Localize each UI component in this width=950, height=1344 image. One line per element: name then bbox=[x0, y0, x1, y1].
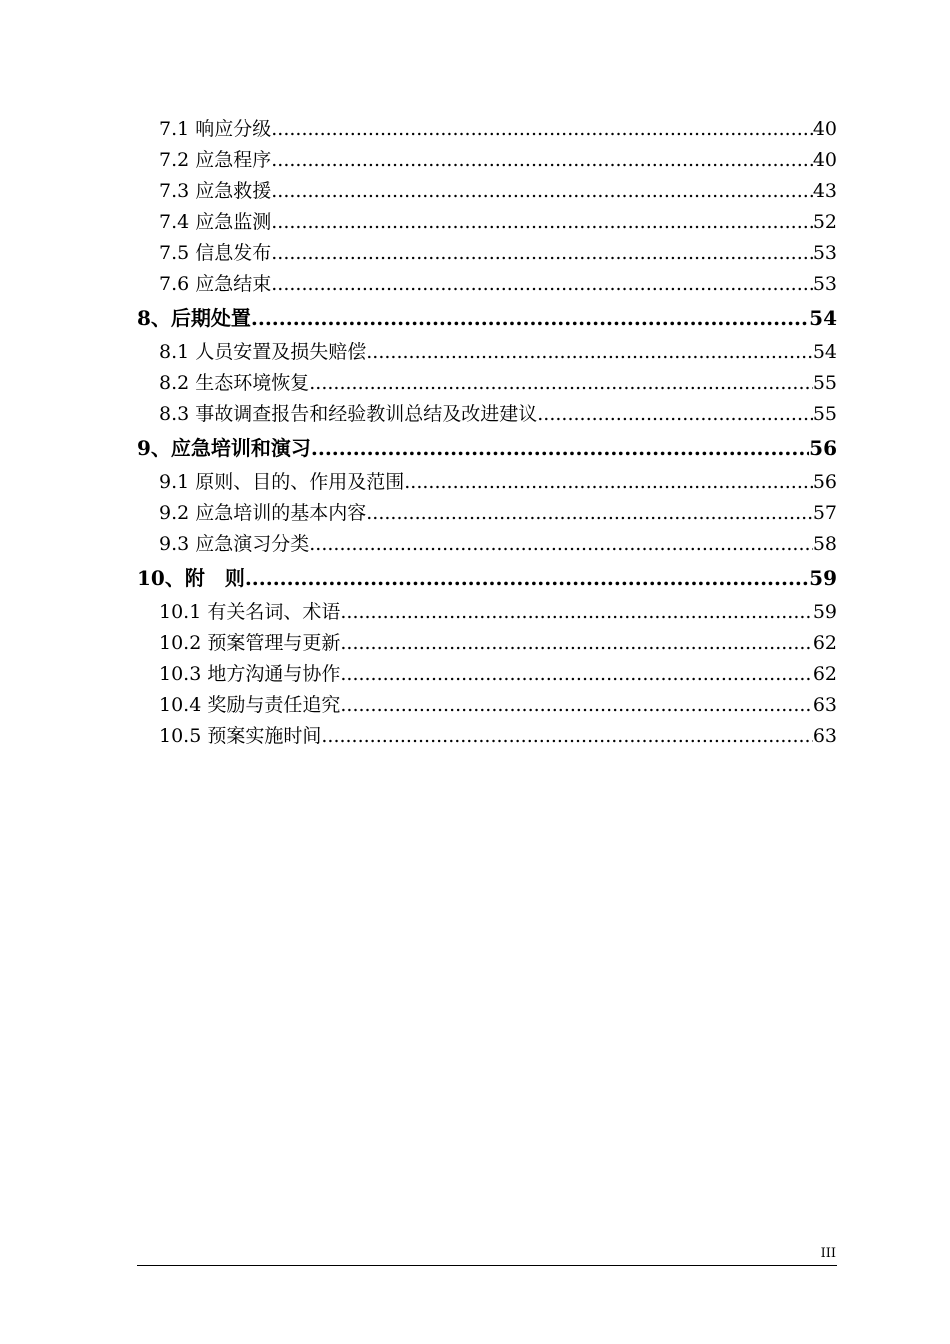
toc-dot-leader bbox=[309, 368, 813, 399]
toc-entry-page: 63 bbox=[812, 694, 837, 716]
toc-entry-10-5[interactable] bbox=[137, 721, 837, 752]
toc-entry-title: 7.5 信息发布 bbox=[159, 242, 272, 264]
toc-entry-title: 9.3 应急演习分类 bbox=[159, 533, 310, 555]
toc-entry-page: 40 bbox=[812, 149, 837, 171]
table-of-contents bbox=[137, 114, 837, 752]
toc-entry-8-1[interactable] bbox=[137, 337, 837, 368]
toc-entry-title: 10.2 预案管理与更新 bbox=[159, 632, 341, 654]
toc-dot-leader bbox=[271, 176, 813, 207]
toc-entry-7-3[interactable] bbox=[137, 176, 837, 207]
toc-entry-title: 7.6 应急结束 bbox=[159, 273, 272, 295]
toc-dot-leader bbox=[321, 721, 812, 752]
toc-entry-page: 56 bbox=[812, 471, 837, 493]
toc-entry-title: 7.3 应急救援 bbox=[159, 180, 272, 202]
toc-dot-leader bbox=[271, 269, 813, 300]
toc-entry-7-4[interactable] bbox=[137, 207, 837, 238]
toc-entry-page: 43 bbox=[812, 180, 837, 202]
toc-chapter-10[interactable] bbox=[137, 560, 837, 597]
toc-entry-title: 7.1 响应分级 bbox=[159, 118, 272, 140]
toc-entry-page: 52 bbox=[812, 211, 837, 233]
toc-entry-10-3[interactable] bbox=[137, 659, 837, 690]
toc-dot-leader bbox=[340, 690, 812, 721]
toc-entry-9-2[interactable] bbox=[137, 498, 837, 529]
toc-chapter-page: 59 bbox=[809, 566, 837, 590]
toc-entry-page: 54 bbox=[812, 341, 837, 363]
toc-entry-title: 7.4 应急监测 bbox=[159, 211, 272, 233]
toc-entry-title: 10.5 预案实施时间 bbox=[159, 725, 322, 747]
toc-entry-title: 9.1 原则、目的、作用及范围 bbox=[159, 471, 405, 493]
toc-entry-title: 8.3 事故调查报告和经验教训总结及改进建议 bbox=[159, 403, 538, 425]
toc-entry-page: 55 bbox=[812, 372, 837, 394]
toc-chapter-9[interactable] bbox=[137, 430, 837, 467]
toc-chapter-8[interactable] bbox=[137, 300, 837, 337]
toc-chapter-title: 10、附 则 bbox=[137, 566, 245, 590]
toc-entry-page: 55 bbox=[812, 403, 837, 425]
toc-entry-page: 53 bbox=[812, 273, 837, 295]
toc-dot-leader bbox=[366, 337, 813, 368]
toc-dot-leader bbox=[271, 238, 813, 269]
toc-dot-leader bbox=[271, 207, 813, 238]
toc-dot-leader bbox=[311, 430, 809, 467]
footer-divider bbox=[137, 1265, 837, 1266]
toc-dot-leader bbox=[537, 399, 813, 430]
toc-entry-7-1[interactable] bbox=[137, 114, 837, 145]
toc-chapter-title: 8、后期处置 bbox=[137, 306, 251, 330]
toc-entry-title: 10.1 有关名词、术语 bbox=[159, 601, 341, 623]
toc-entry-7-6[interactable] bbox=[137, 269, 837, 300]
toc-entry-8-3[interactable] bbox=[137, 399, 837, 430]
toc-entry-10-4[interactable] bbox=[137, 690, 837, 721]
toc-entry-7-2[interactable] bbox=[137, 145, 837, 176]
toc-dot-leader bbox=[271, 114, 813, 145]
toc-entry-title: 8.1 人员安置及损失赔偿 bbox=[159, 341, 367, 363]
toc-dot-leader bbox=[366, 498, 813, 529]
toc-entry-page: 63 bbox=[812, 725, 837, 747]
toc-dot-leader bbox=[251, 300, 809, 337]
toc-chapter-page: 56 bbox=[809, 436, 837, 460]
toc-entry-title: 8.2 生态环境恢复 bbox=[159, 372, 310, 394]
footer-page-number: III bbox=[820, 1246, 836, 1261]
toc-dot-leader bbox=[340, 628, 812, 659]
toc-dot-leader bbox=[271, 145, 813, 176]
toc-entry-8-2[interactable] bbox=[137, 368, 837, 399]
toc-entry-10-2[interactable] bbox=[137, 628, 837, 659]
toc-entry-page: 57 bbox=[812, 502, 837, 524]
toc-entry-page: 59 bbox=[812, 601, 837, 623]
toc-dot-leader bbox=[340, 597, 812, 628]
toc-dot-leader bbox=[404, 467, 813, 498]
toc-entry-7-5[interactable] bbox=[137, 238, 837, 269]
toc-dot-leader bbox=[245, 560, 809, 597]
toc-entry-10-1[interactable] bbox=[137, 597, 837, 628]
toc-chapter-title: 9、应急培训和演习 bbox=[137, 436, 311, 460]
toc-entry-9-3[interactable] bbox=[137, 529, 837, 560]
toc-entry-title: 7.2 应急程序 bbox=[159, 149, 272, 171]
toc-entry-page: 62 bbox=[812, 632, 837, 654]
toc-chapter-page: 54 bbox=[809, 306, 837, 330]
toc-entry-page: 62 bbox=[812, 663, 837, 685]
toc-dot-leader bbox=[309, 529, 813, 560]
toc-entry-title: 10.3 地方沟通与协作 bbox=[159, 663, 341, 685]
toc-entry-title: 10.4 奖励与责任追究 bbox=[159, 694, 341, 716]
toc-dot-leader bbox=[340, 659, 812, 690]
toc-entry-page: 58 bbox=[812, 533, 837, 555]
toc-entry-page: 53 bbox=[812, 242, 837, 264]
toc-entry-title: 9.2 应急培训的基本内容 bbox=[159, 502, 367, 524]
toc-entry-9-1[interactable] bbox=[137, 467, 837, 498]
toc-entry-page: 40 bbox=[812, 118, 837, 140]
